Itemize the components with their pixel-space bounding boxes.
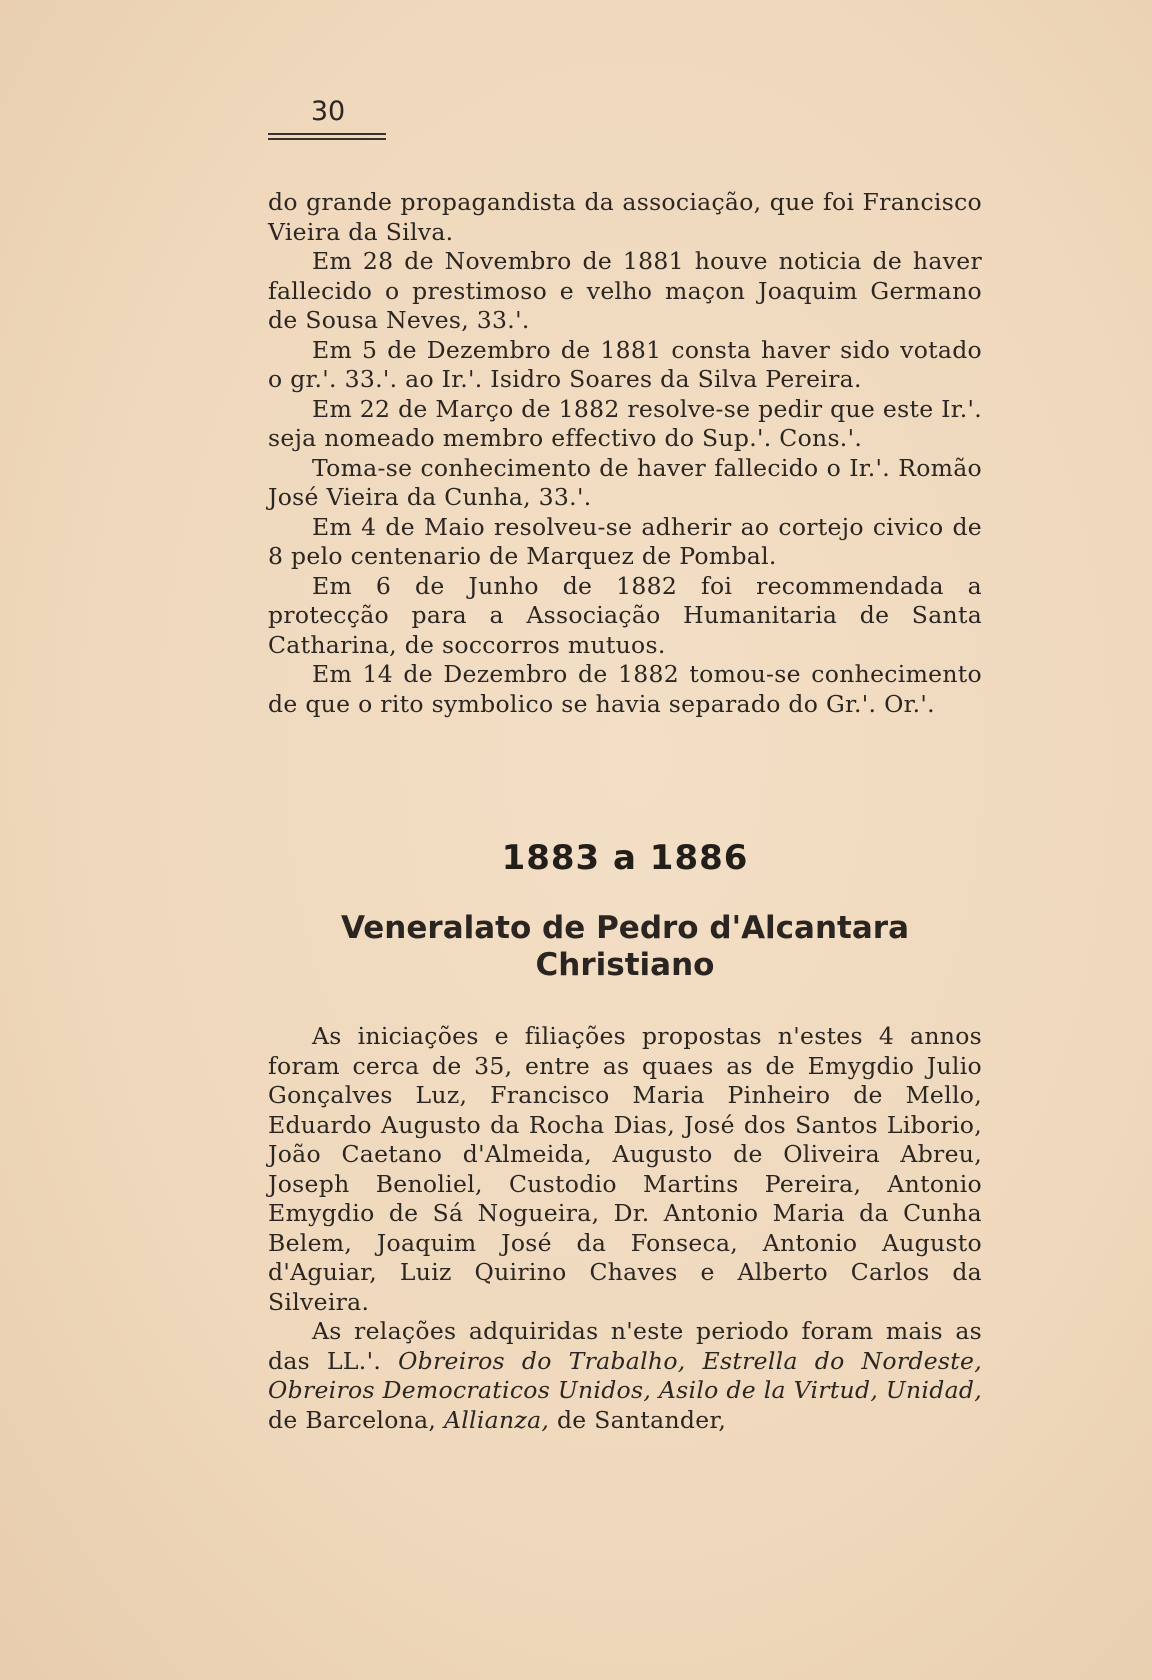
paragraph-relations (268, 1317, 982, 1435)
text-run: As relações adquiridas n'este periodo foram mais as das LL.'. (268, 1317, 982, 1375)
section-1-text (268, 188, 982, 719)
page-number: 30 (310, 96, 346, 127)
section-heading-years: 1883 a 1886 (501, 838, 749, 878)
heading-title-line-2: Christiano (535, 947, 715, 983)
page-number-rule-bottom (268, 138, 386, 140)
paragraph: As iniciações e filiações propostas n'estes 4 annos foram cerca de 35, entre as quaes as de Emygdio Julio Gonçalves Luz, Francisco Maria Pinheiro de Mello, Eduardo Augusto da Rocha Dias, José dos Santos Liborio, João Caetano d'Almeida, Augusto de Oliveira Abreu, Joseph Benoliel, Custodio Martins Pereira, Antonio Emygdio de Sá Nogueira, Dr. Antonio Maria da Cunha Belem, Joaquim José da Fonseca, Antonio Augusto d'Aguiar, Luiz Quirino Chaves e Alberto Carlos da Silveira. (268, 1022, 982, 1316)
page-number-rule-top (268, 133, 386, 135)
section-heading-title (268, 910, 982, 984)
paragraph: Toma-se conhecimento de haver fallecido o Ir.'. Romão José Vieira da Cunha, 33.'. (268, 453, 982, 511)
text-run: de Barcelona, (268, 1405, 444, 1434)
paragraph: Em 5 de Dezembro de 1881 consta haver sido votado o gr.'. 33.'. ao Ir.'. Isidro Soares da Silva Pereira. (268, 335, 982, 393)
paragraph: do grande propagandista da associação, que foi Francisco Vieira da Silva. (268, 188, 982, 246)
section-2-text (268, 1022, 982, 1435)
heading-title-line-1: Veneralato de Pedro d'Alcantara (340, 910, 909, 946)
paragraph: Em 6 de Junho de 1882 foi recommendada a protecção para a Associação Humanitaria de Santa Catharina, de soccorros mutuos. (268, 571, 982, 659)
paragraph: Em 28 de Novembro de 1881 houve noticia de haver fallecido o prestimoso e velho maçon Joaquim Germano de Sousa Neves, 33.'. (268, 247, 982, 334)
paragraph: Em 4 de Maio resolveu-se adherir ao cortejo civico de 8 pelo centenario de Marquez de Pombal. (268, 512, 982, 570)
paragraph: Em 14 de Dezembro de 1882 tomou-se conhecimento de que o rito symbolico se havia separado do Gr.'. Or.'. (268, 660, 982, 718)
paragraph: Em 22 de Março de 1882 resolve-se pedir que este Ir.'. seja nomeado membro effectivo do Sup.'. Cons.'. (268, 394, 982, 452)
italic-lodge-name: Allianza, (443, 1405, 550, 1434)
text-run: de Santander, (549, 1405, 727, 1434)
italic-lodge-names: Obreiros do Trabalho, Estrella do Nordeste, Obreiros Democraticos Unidos, Asilo de la Virtud, Unidad, (268, 1346, 982, 1404)
